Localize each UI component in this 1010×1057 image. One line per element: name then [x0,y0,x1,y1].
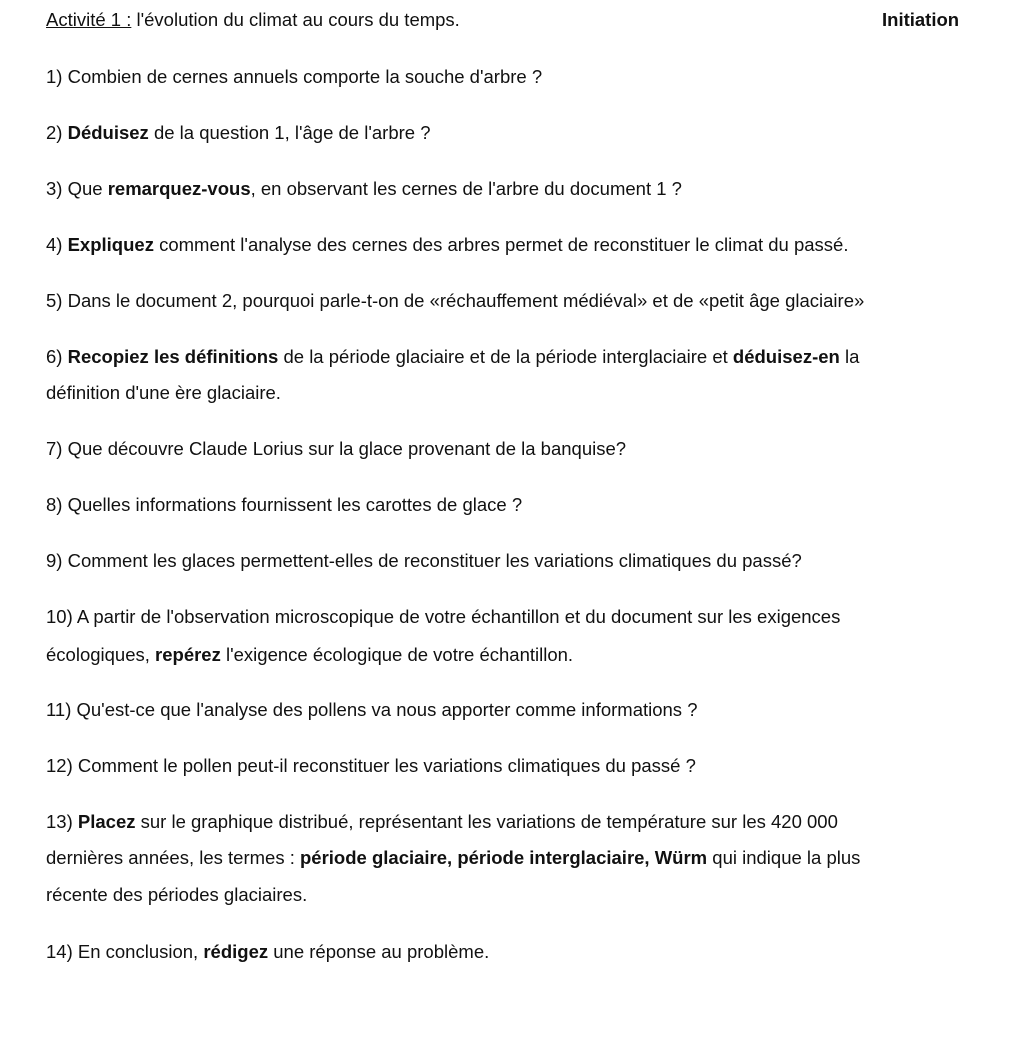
question-14 [46,941,489,963]
question-4-number: 4) [46,234,68,255]
question-2-text: de la question 1, l'âge de l'arbre ? [148,122,431,143]
question-14-keyword: rédigez [203,941,269,962]
question-9: 9) Comment les glaces permettent-elles de reconstituer les variations climatiques du passé? [46,550,802,571]
question-11: 11) Qu'est-ce que l'analyse des pollens va nous apporter comme informations ? [46,699,698,720]
question-13-terms: période glaciaire, période interglaciaire, Würm [300,847,708,868]
question-13-keyword: Placez [77,811,136,832]
activity-label: Activité 1 : [46,9,132,30]
question-6-text-2: la [839,346,860,367]
question-7: 7) Que découvre Claude Lorius sur la glace provenant de la banquise? [46,438,627,459]
question-4 [46,234,848,256]
question-10-text-2: l'exigence écologique de votre échantillon. [220,644,574,665]
question-13-text-1: sur le graphique distribué, représentant les variations de température sur les 420 000 [135,811,838,832]
question-8: 8) Quelles informations fournissent les carottes de glace ? [46,494,523,515]
question-3-keyword: remarquez-vous [107,178,251,199]
question-1: 1) Combien de cernes annuels comporte la souche d'arbre ? [46,66,543,87]
question-13 [46,811,838,833]
question-13-line-2 [46,847,860,869]
question-3 [46,178,682,200]
question-3-text: , en observant les cernes de l'arbre du document 1 ? [250,178,682,199]
activity-title: l'évolution du climat au cours du temps. [131,9,460,30]
question-10-keyword: repérez [155,644,221,665]
question-13-text-2: dernières années, les termes : [46,847,300,868]
question-6-text-1: de la période glaciaire et de la période interglaciaire et [278,346,733,367]
activity-header [46,9,460,31]
question-6-keyword-2: déduisez-en [732,346,840,367]
question-12: 12) Comment le pollen peut-il reconstituer les variations climatiques du passé ? [46,755,696,776]
question-10-line-2 [46,644,573,666]
question-14-text-1: 14) En conclusion, [46,941,204,962]
question-2 [46,122,431,144]
question-6-keyword-1: Recopiez les définitions [67,346,279,367]
question-2-keyword: Déduisez [67,122,149,143]
question-4-text: comment l'analyse des cernes des arbres permet de reconstituer le climat du passé. [153,234,849,255]
question-13-number: 13) [46,811,78,832]
question-3-number: 3) Que [46,178,108,199]
question-6-number: 6) [46,346,68,367]
question-4-keyword: Expliquez [67,234,154,255]
question-10-text-1: écologiques, [46,644,156,665]
question-5: 5) Dans le document 2, pourquoi parle-t-on de «réchauffement médiéval» et de «petit âge glaciaire» [46,290,865,311]
question-13-line-3: récente des périodes glaciaires. [46,884,308,905]
question-6 [46,346,859,368]
question-2-number: 2) [46,122,68,143]
question-13-text-3: qui indique la plus [707,847,861,868]
question-10: 10) A partir de l'observation microscopique de votre échantillon et du document sur les exigences [46,606,841,627]
level-label: Initiation [882,9,960,30]
question-14-text-2: une réponse au problème. [268,941,490,962]
question-6-line-2: définition d'une ère glaciaire. [46,382,281,403]
